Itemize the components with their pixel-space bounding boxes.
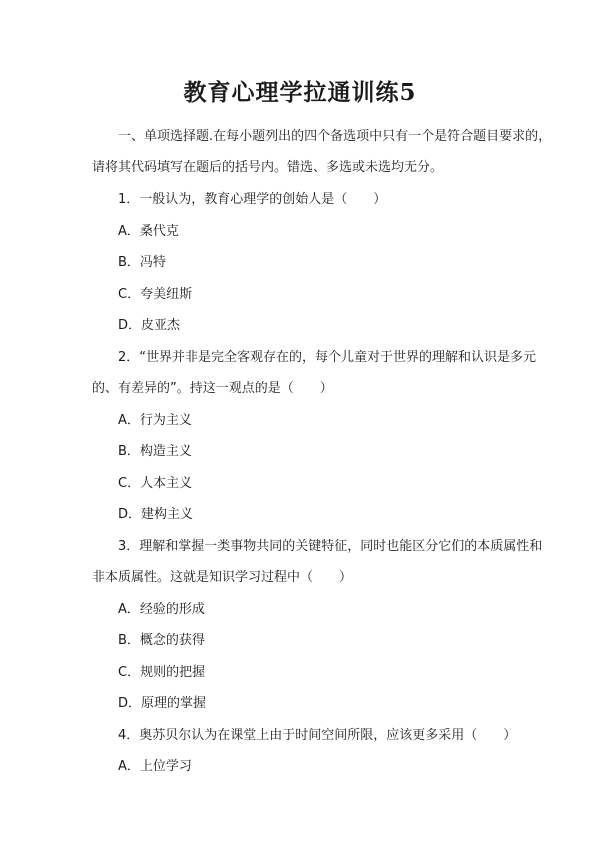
question-2-stem-line-2: 的、有差异的”。持这一观点的是（ ） xyxy=(92,381,333,396)
instruction-line-2: 请将其代码填写在题后的括号内。错选、多选或未选均无分。 xyxy=(92,160,444,175)
question-2-option-b: B．构造主义 xyxy=(118,444,192,459)
question-1-option-b: B．冯特 xyxy=(118,255,166,270)
page-title: 教育心理学拉通训练5 xyxy=(183,79,417,106)
question-3-option-d: D．原理的掌握 xyxy=(118,696,207,711)
question-3-option-a: A．经验的形成 xyxy=(118,602,205,617)
question-3-stem-line-1: 3．理解和掌握一类事物共同的关键特征，同时也能区分它们的本质属性和 xyxy=(118,539,543,554)
question-4-option-a: A．上位学习 xyxy=(118,759,192,774)
question-2-option-c: C．人本主义 xyxy=(118,476,193,491)
question-2-option-d: D．建构主义 xyxy=(118,507,194,522)
question-2-stem-line-1: 2．“世界并非是完全客观存在的，每个儿童对于世界的理解和认识是多元 xyxy=(118,350,537,365)
question-1-option-a: A．桑代克 xyxy=(118,224,179,239)
instruction-line-1: 一、单项选择题.在每小题列出的四个备选项中只有一个是符合题目要求的， xyxy=(118,129,552,144)
question-1-option-c: C．夸美纽斯 xyxy=(118,287,193,302)
question-1-option-d: D．皮亚杰 xyxy=(118,318,181,333)
question-3-stem-line-2: 非本质属性。这就是知识学习过程中（ ） xyxy=(92,570,353,585)
question-1-stem: 1．一般认为，教育心理学的创始人是（ ） xyxy=(118,192,387,207)
question-2-option-a: A．行为主义 xyxy=(118,413,192,428)
question-3-option-b: B．概念的获得 xyxy=(118,633,205,648)
question-3-option-c: C．规则的把握 xyxy=(118,665,206,680)
question-4-stem: 4．奥苏贝尔认为在课堂上由于时间空间所限，应该更多采用（ ） xyxy=(118,728,517,743)
